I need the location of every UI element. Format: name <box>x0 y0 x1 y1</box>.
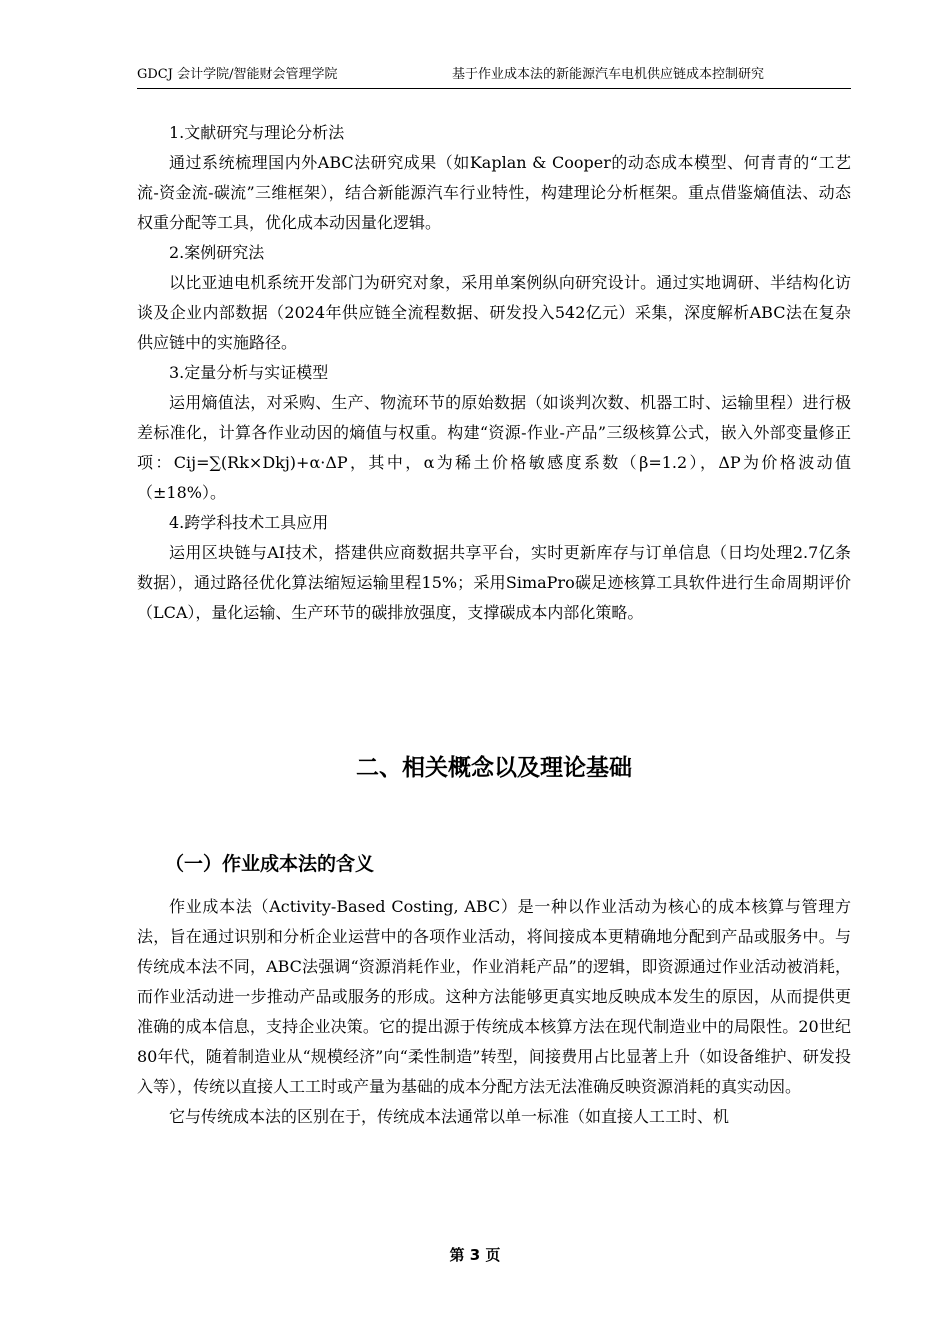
methods-section <box>137 118 851 628</box>
method-title: 3.定量分析与实证模型 <box>169 363 329 382</box>
method-title: 4.跨学科技术工具应用 <box>169 513 329 532</box>
page-header <box>137 66 851 89</box>
method-text: 运用区块链与AI技术，搭建供应商数据共享平台，实时更新库存与订单信息（日均处理2.7亿条数据），通过路径优化算法缩短运输里程15%；采用SimaPro碳足迹核算工具软件进行生命周期评价（LCA），量化运输、生产环节的碳排放强度，支撑碳成本内部化策略。 <box>137 543 851 622</box>
method-text: 通过系统梳理国内外ABC法研究成果（如Kaplan & Cooper的动态成本模型、何青青的“工艺流-资金流-碳流”三维框架），结合新能源汽车行业特性，构建理论分析框架。重点借鉴熵值法、动态权重分配等工具，优化成本动因量化逻辑。 <box>137 153 851 232</box>
page-number: 第 3 页 <box>449 1246 501 1264</box>
method-text: 以比亚迪电机系统开发部门为研究对象，采用单案例纵向研究设计。通过实地调研、半结构化访谈及企业内部数据（2024年供应链全流程数据、研发投入542亿元）采集，深度解析ABC法在复杂供应链中的实施路径。 <box>137 273 851 352</box>
abc-definition-section <box>137 892 851 1132</box>
paragraph: 它与传统成本法的区别在于，传统成本法通常以单一标准（如直接人工工时、机 <box>169 1107 730 1126</box>
method-title: 1.文献研究与理论分析法 <box>169 123 345 142</box>
paragraph: 作业成本法（Activity-Based Costing, ABC）是一种以作业活动为核心的成本核算与管理方法，旨在通过识别和分析企业运营中的各项作业活动，将间接成本更精确地分配到产品或服务中。与传统成本法不同，ABC法强调“资源消耗作业，作业消耗产品”的逻辑，即资源通过作业活动被消耗，而作业活动进一步推动产品或服务的形成。这种方法能够更真实地反映成本发生的原因，从而提供更准确的成本信息，支持企业决策。它的提出源于传统成本核算方法在现代制造业中的局限性。20世纪80年代，随着制造业从“规模经济”向“柔性制造”转型，间接费用占比显著上升（如设备维护、研发投入等），传统以直接人工工时或产量为基础的成本分配方法无法准确反映资源消耗的真实动因。 <box>137 897 851 1096</box>
method-text: 运用熵值法，对采购、生产、物流环节的原始数据（如谈判次数、机器工时、运输里程）进行极差标准化，计算各作业动因的熵值与权重。构建“资源-作业-产品”三级核算公式，嵌入外部变量修正项：Cij=∑(Rk×Dkj)+α·ΔP，其中，α为稀土价格敏感度系数（β=1.2），ΔP为价格波动值（±18%）。 <box>137 393 851 502</box>
header-paper-title: 基于作业成本法的新能源汽车电机供应链成本控制研究 <box>452 67 765 82</box>
chapter-title: 二、相关概念以及理论基础 <box>356 755 632 781</box>
subsection-title: （一）作业成本法的含义 <box>165 853 375 875</box>
header-institution: GDCJ 会计学院/智能财会管理学院 <box>137 67 338 82</box>
method-title: 2.案例研究法 <box>169 243 265 262</box>
